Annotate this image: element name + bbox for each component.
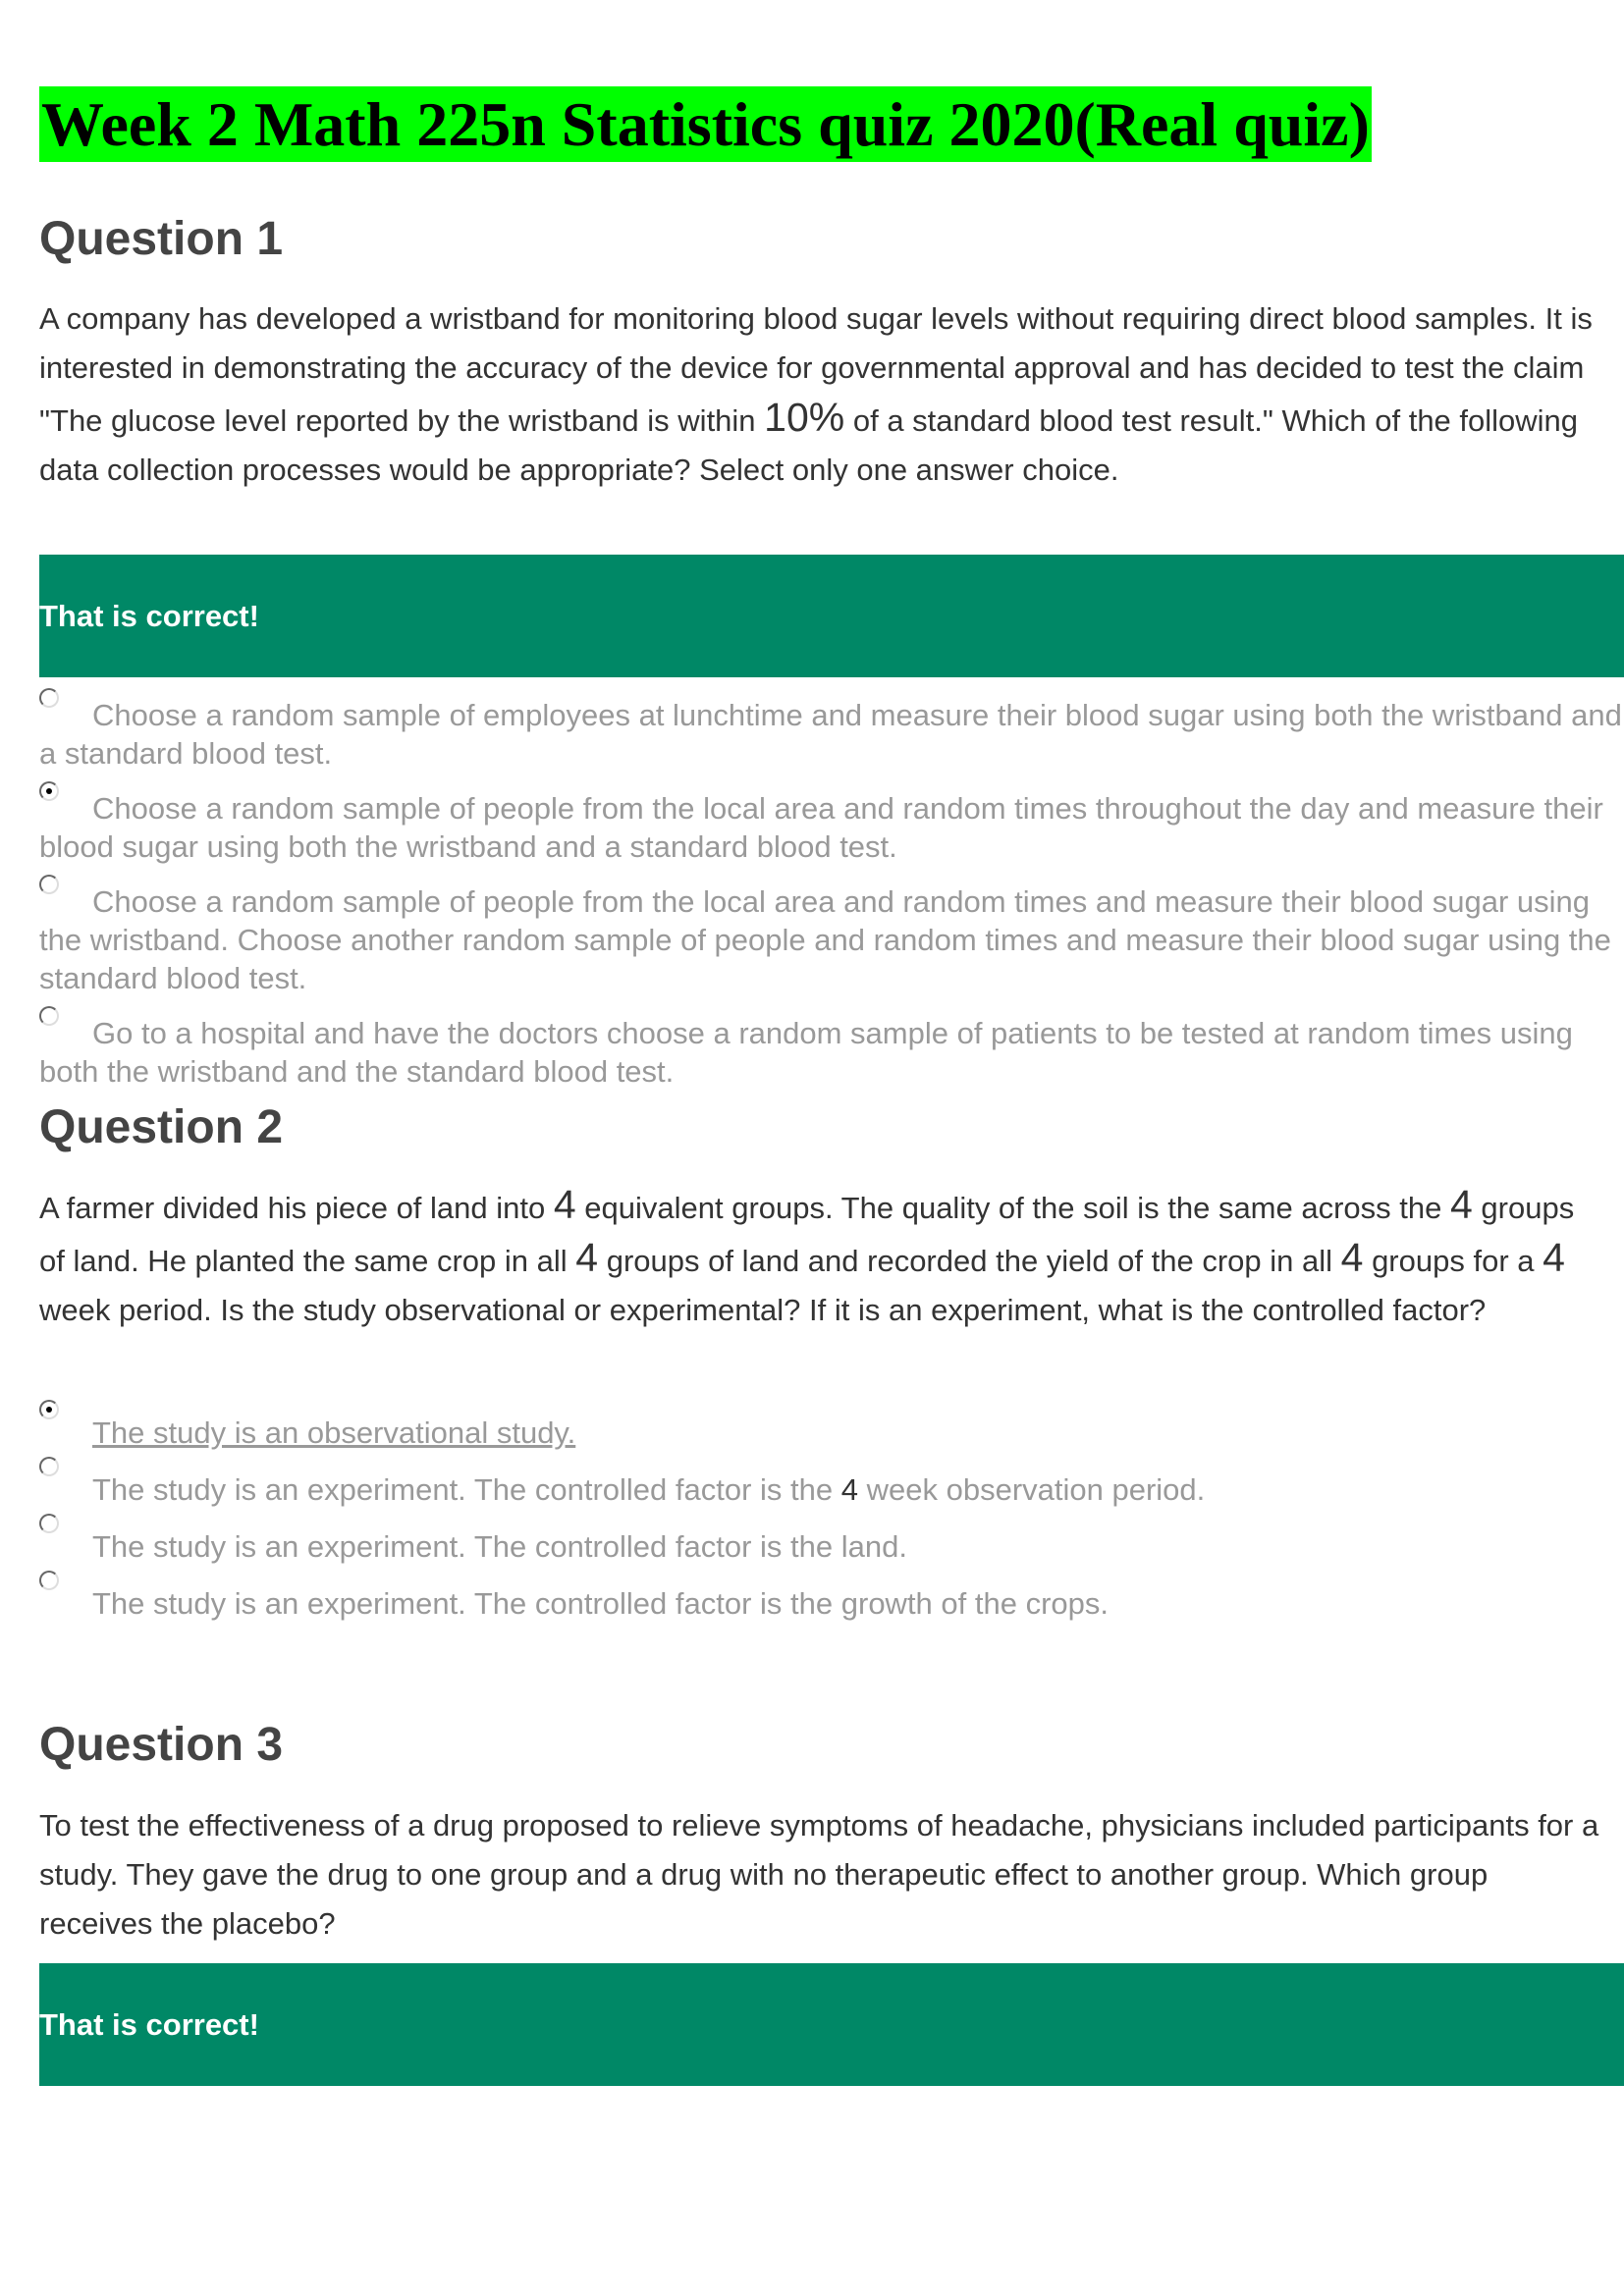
number: 4 — [840, 1472, 859, 1507]
question-3-heading: Question 3 — [39, 1719, 284, 1771]
radio-button[interactable] — [39, 875, 59, 894]
text: groups of land. He planted the same crop in all — [39, 1191, 1575, 1278]
radio-button[interactable] — [39, 1571, 59, 1590]
radio-button-selected[interactable] — [39, 1400, 59, 1419]
q2-option-2[interactable] — [39, 1470, 1205, 1509]
option-label: Choose a random sample of employees at lunchtime and measure their blood sugar using both the wristband and a standard blood test. — [39, 698, 1622, 771]
question-1-heading: Question 1 — [39, 213, 284, 265]
radio-button[interactable] — [39, 1006, 59, 1026]
text: groups for a — [1363, 1244, 1543, 1278]
question-2-heading: Question 2 — [39, 1101, 284, 1153]
option-label: The study is an observational study. — [92, 1415, 576, 1450]
text: equivalent groups. The quality of the soil is the same across the — [575, 1191, 1450, 1225]
option-label: Choose a random sample of people from the local area and random times throughout the day and measure their blood sugar using both the wristband and a standard blood test. — [39, 791, 1603, 864]
radio-button[interactable] — [39, 1457, 59, 1476]
number: 4 — [575, 1235, 599, 1280]
q2-option-3[interactable] — [39, 1527, 907, 1566]
number: 4 — [1449, 1182, 1473, 1227]
option-label: Choose a random sample of people from the local area and random times and measure their blood sugar using the wristband. Choose another random sample of people and random times and measure their blood sugar using the standard blood test. — [39, 884, 1611, 995]
feedback-banner-q3: That is correct! — [39, 1963, 1624, 2086]
q1-option-4[interactable] — [39, 1014, 1624, 1091]
number: 4 — [553, 1182, 576, 1227]
question-1-text — [39, 294, 1624, 495]
number: 4 — [1340, 1235, 1364, 1280]
question-1-text-b: of a standard blood test result." Which of the following data collection processes would be appropriate? Select only one answer choice. — [39, 403, 1579, 487]
q1-option-1[interactable] — [39, 696, 1624, 773]
option-label: The study is an experiment. The controlled factor is the growth of the crops. — [92, 1586, 1110, 1621]
q1-option-2[interactable] — [39, 789, 1624, 866]
feedback-banner-q1: That is correct! — [39, 555, 1624, 677]
text: groups of land and recorded the yield of the crop in all — [598, 1244, 1341, 1278]
radio-button[interactable] — [39, 688, 59, 708]
radio-button-selected[interactable] — [39, 781, 59, 801]
question-2-text — [39, 1180, 1591, 1335]
q2-option-1[interactable] — [39, 1414, 575, 1452]
question-3-text: To test the effectiveness of a drug proposed to relieve symptoms of headache, physicians included participants for a study. They gave the drug to one group and a drug with no therapeutic effect to another group. Which group receives the placebo? — [39, 1808, 1599, 1941]
page-title: Week 2 Math 225n Statistics quiz 2020(Real quiz) — [39, 86, 1372, 162]
percent-value: 10% — [764, 395, 845, 440]
q2-option-4[interactable] — [39, 1584, 1109, 1623]
option-label: The study is an experiment. The controlled factor is the — [92, 1472, 841, 1507]
text: week period. Is the study observational or experimental? If it is an experiment, what is the controlled factor? — [39, 1293, 1487, 1327]
q1-option-3[interactable] — [39, 882, 1624, 997]
number: 4 — [1543, 1235, 1565, 1280]
text: A farmer divided his piece of land into — [39, 1191, 554, 1225]
option-label: The study is an experiment. The controlled factor is the land. — [92, 1529, 907, 1564]
option-label: week observation period. — [858, 1472, 1206, 1507]
radio-button[interactable] — [39, 1514, 59, 1533]
question-1-text-a: A company has developed a wristband for monitoring blood sugar levels without requiring direct blood samples. It is interested in demonstrating the accuracy of the device for governmental approval and has decided to test the claim "The glucose level reported by the wristband is within — [39, 301, 1593, 438]
option-label: Go to a hospital and have the doctors choose a random sample of patients to be tested at random times using both the wristband and the standard blood test. — [39, 1016, 1573, 1089]
